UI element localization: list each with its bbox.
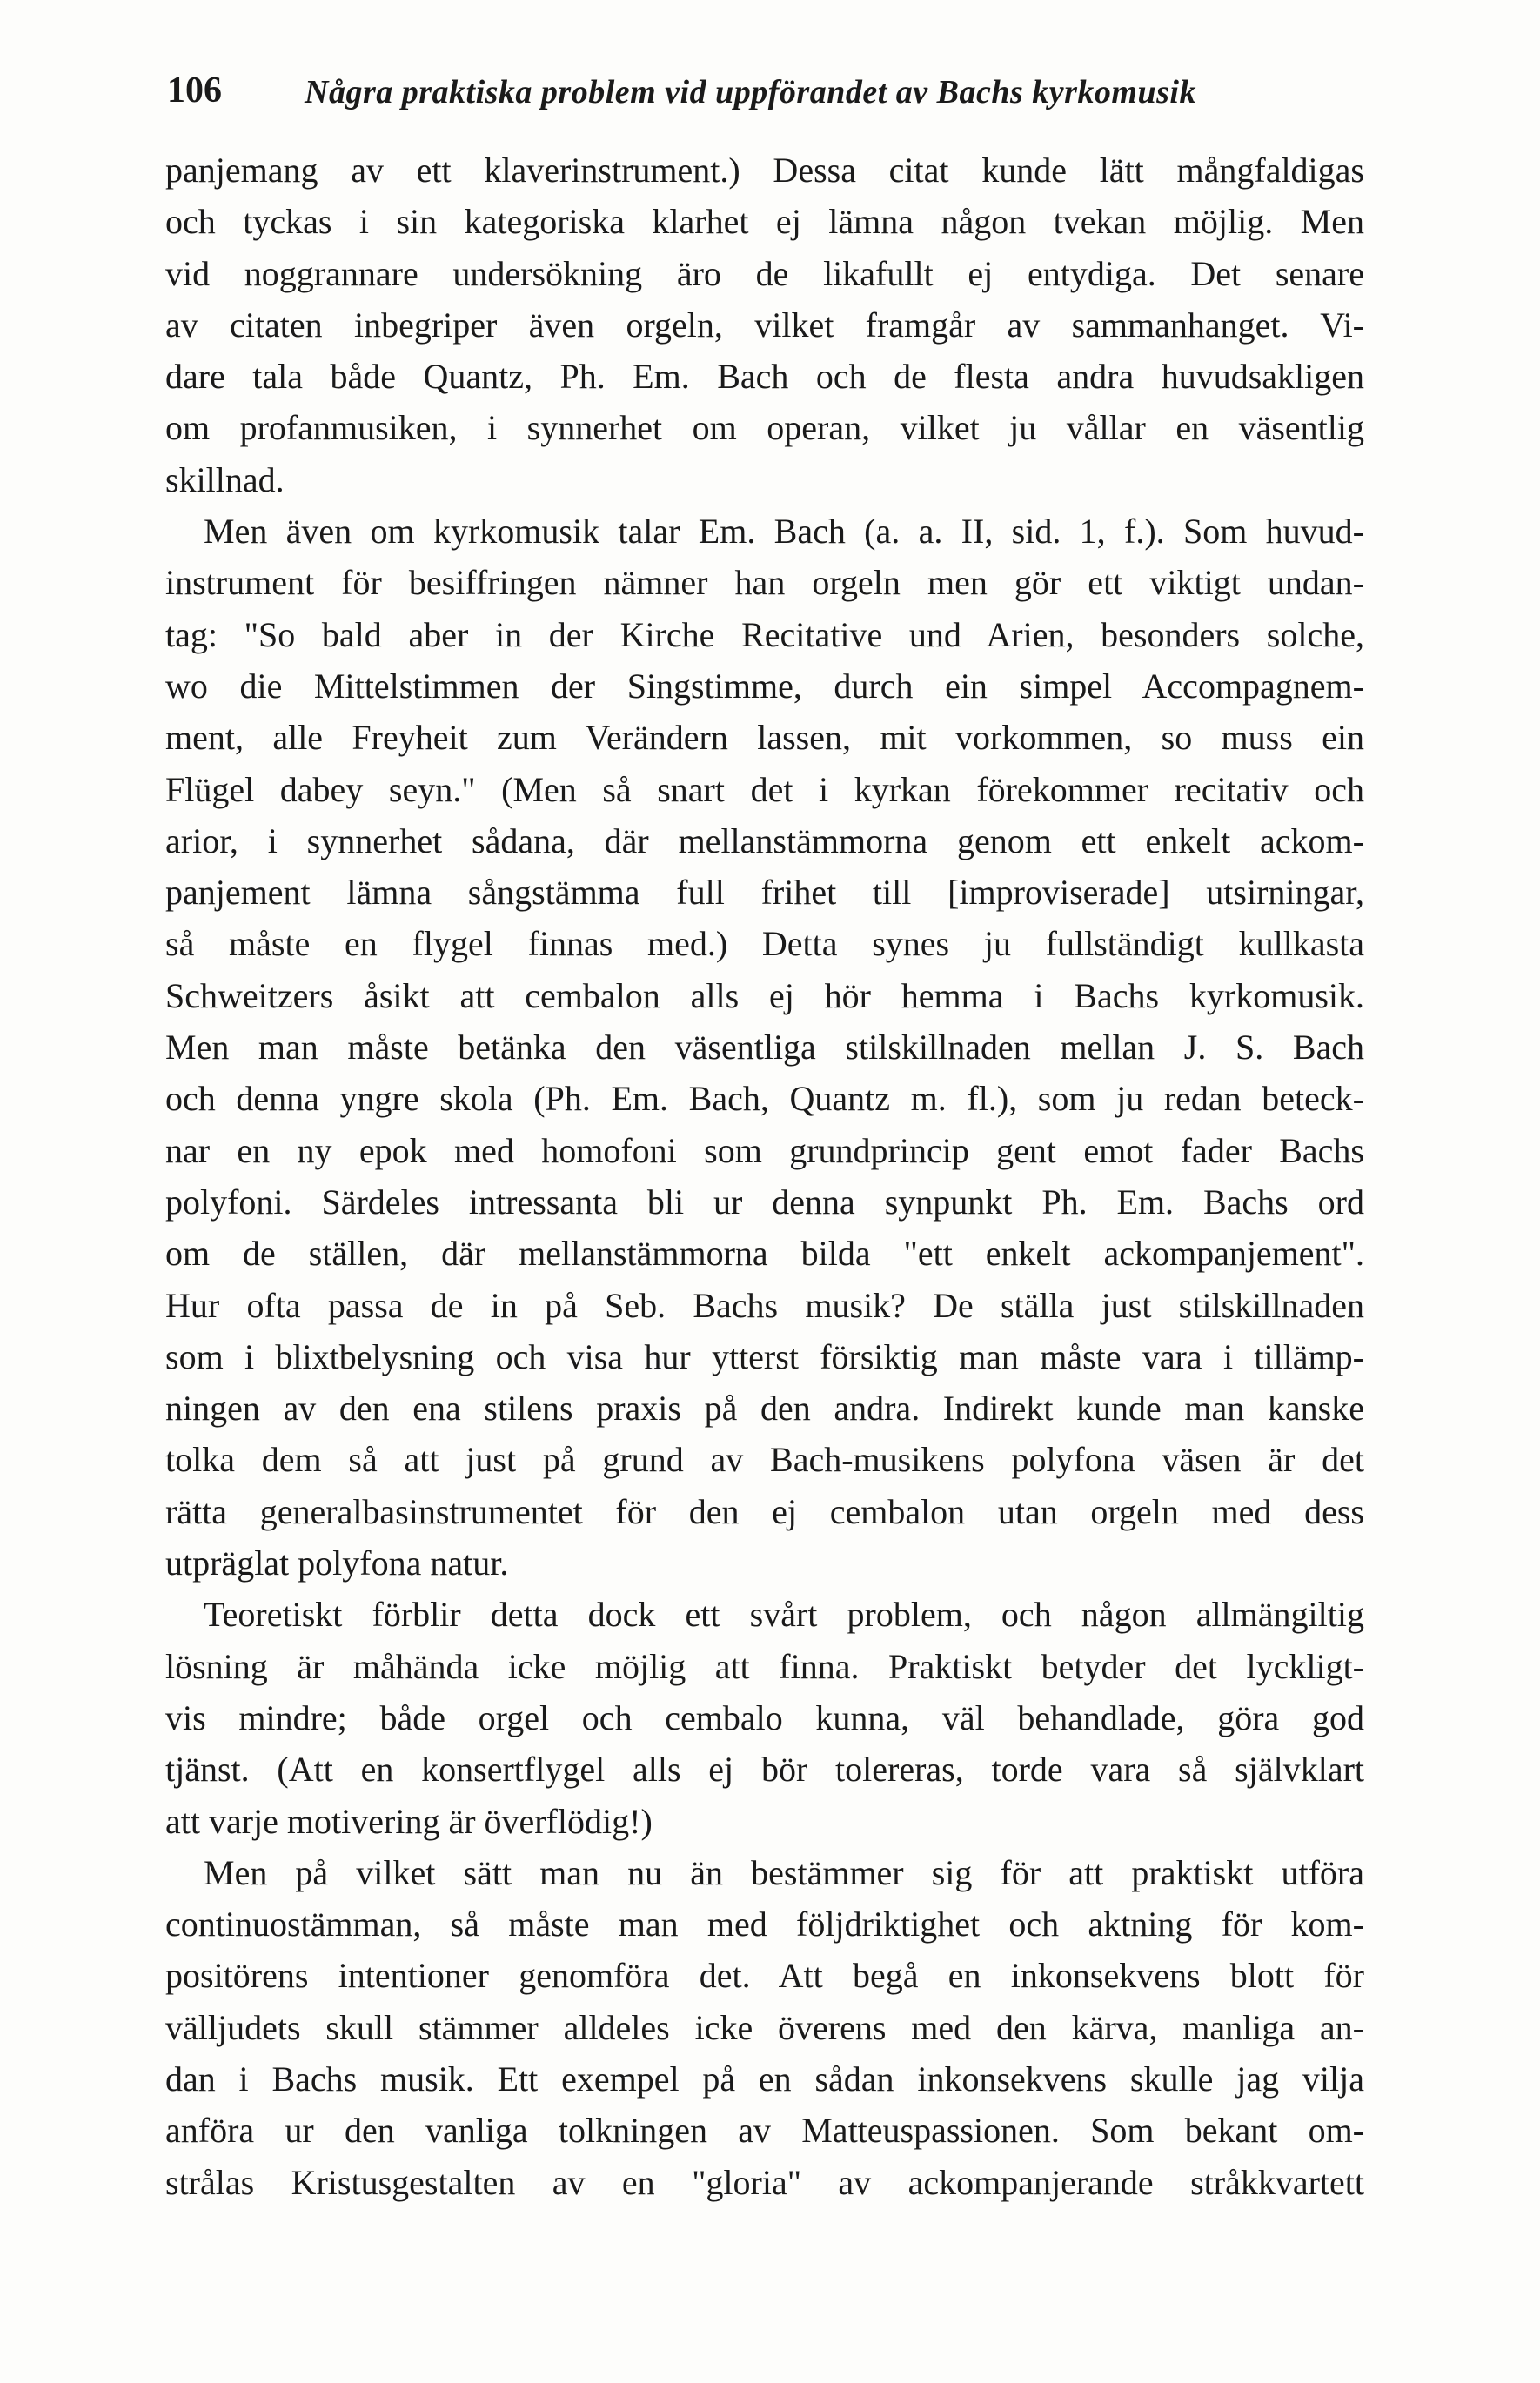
text-line: tag: "So bald aber in der Kirche Recitative und Arien, besonders solche, (165, 614, 1364, 654)
text-line: Schweitzers åsikt att cembalon alls ej hör hemma i Bachs kyrkomusik. (165, 975, 1364, 1015)
text-line: skillnad. (165, 459, 285, 499)
text-line: vid noggrannare undersökning äro de likafullt ej entydiga. Det senare (165, 253, 1364, 293)
text-line: om profanmusiken, i synnerhet om operan, vilket ju vållar en väsentlig (165, 408, 1364, 448)
text-line: tolka dem så att just på grund av Bach-musikens polyfona väsen är det (165, 1440, 1364, 1480)
text-line: och denna yngre skola (Ph. Em. Bach, Quantz m. fl.), som ju redan beteck- (165, 1079, 1364, 1119)
text-line: vis mindre; både orgel och cembalo kunna, väl behandlade, göra god (165, 1697, 1364, 1737)
text-line: wo die Mittelstimmen der Singstimme, durch ein simpel Accompagnem- (165, 666, 1364, 706)
text-line: Flügel dabey seyn." (Men så snart det i kyrkan förekommer recitativ och (165, 769, 1364, 809)
text-line: tjänst. (Att en konsertflygel alls ej bör tolereras, torde vara så självklart (165, 1750, 1364, 1790)
text-line: om de ställen, där mellanstämmorna bilda "ett enkelt ackompanjement". (165, 1234, 1364, 1274)
text-line: som i blixtbelysning och visa hur ytterst försiktig man måste vara i tillämp- (165, 1336, 1364, 1376)
text-line: nar en ny epok med homofoni som grundprincip gent emot fader Bachs (165, 1130, 1364, 1170)
text-line: panjemang av ett klaverinstrument.) Dessa citat kunde lätt mångfaldigas (165, 151, 1364, 190)
text-line: Men på vilket sätt man nu än bestämmer sig för att praktiskt utföra (204, 1852, 1364, 1892)
text-line: så måste en flygel finnas med.) Detta synes ju fullständigt kullkasta (165, 924, 1364, 964)
running-title: Några praktiska problem vid uppförandet av Bachs kyrkomusik (305, 74, 1196, 110)
text-line: Hur ofta passa de in på Seb. Bachs musik? De ställa just stilskillnaden (165, 1285, 1364, 1325)
text-line: lösning är måhända icke möjlig att finna. Praktiskt betyder det lyckligt- (165, 1646, 1364, 1686)
text-line: positörens intentioner genomföra det. Att begå en inkonsekvens blott för (165, 1956, 1364, 1996)
text-line: Teoretiskt förblir detta dock ett svårt problem, och någon allmängiltig (204, 1595, 1364, 1635)
page-header (167, 70, 1359, 122)
text-line: att varje motivering är överflödig!) (165, 1801, 653, 1841)
text-line: utpräglat polyfona natur. (165, 1543, 509, 1583)
text-line: ningen av den ena stilens praxis på den andra. Indirekt kunde man kanske (165, 1389, 1364, 1429)
text-line: anföra ur den vanliga tolkningen av Matteuspassionen. Som bekant om- (165, 2111, 1364, 2151)
text-line: Men man måste betänka den väsentliga stilskillnaden mellan J. S. Bach (165, 1028, 1364, 1068)
text-line: ment, alle Freyheit zum Verändern lassen, mit vorkommen, so muss ein (165, 718, 1364, 758)
text-line: continuostämman, så måste man med följdriktighet och aktning för kom- (165, 1904, 1364, 1945)
page-number: 106 (167, 70, 222, 110)
text-line: panjement lämna sångstämma full frihet till [improviserade] utsirningar, (165, 873, 1364, 913)
body-text (165, 144, 1364, 2208)
text-line: polyfoni. Särdeles intressanta bli ur denna synpunkt Ph. Em. Bachs ord (165, 1181, 1364, 1222)
text-line: välljudets skull stämmer alldeles icke överens med den kärva, manliga an- (165, 2007, 1364, 2047)
text-line: Men även om kyrkomusik talar Em. Bach (a. a. II, sid. 1, f.). Som huvud- (204, 512, 1364, 552)
text-line: dare tala både Quantz, Ph. Em. Bach och de flesta andra huvudsakligen (165, 357, 1364, 397)
text-line: dan i Bachs musik. Ett exempel på en sådan inkonsekvens skulle jag vilja (165, 2058, 1364, 2099)
text-line: strålas Kristusgestalten av en "gloria" av ackompanjerande stråkkvartett (165, 2162, 1364, 2202)
text-line: instrument för besiffringen nämner han orgeln men gör ett viktigt undan- (165, 563, 1364, 603)
text-line: arior, i synnerhet sådana, där mellanstämmorna genom ett enkelt ackom- (165, 820, 1364, 860)
text-line: av citaten inbegriper även orgeln, vilket framgår av sammanhanget. Vi- (165, 305, 1364, 345)
text-line: och tyckas i sin kategoriska klarhet ej lämna någon tvekan möjlig. Men (165, 202, 1364, 242)
text-line: rätta generalbasinstrumentet för den ej cembalon utan orgeln med dess (165, 1491, 1364, 1531)
